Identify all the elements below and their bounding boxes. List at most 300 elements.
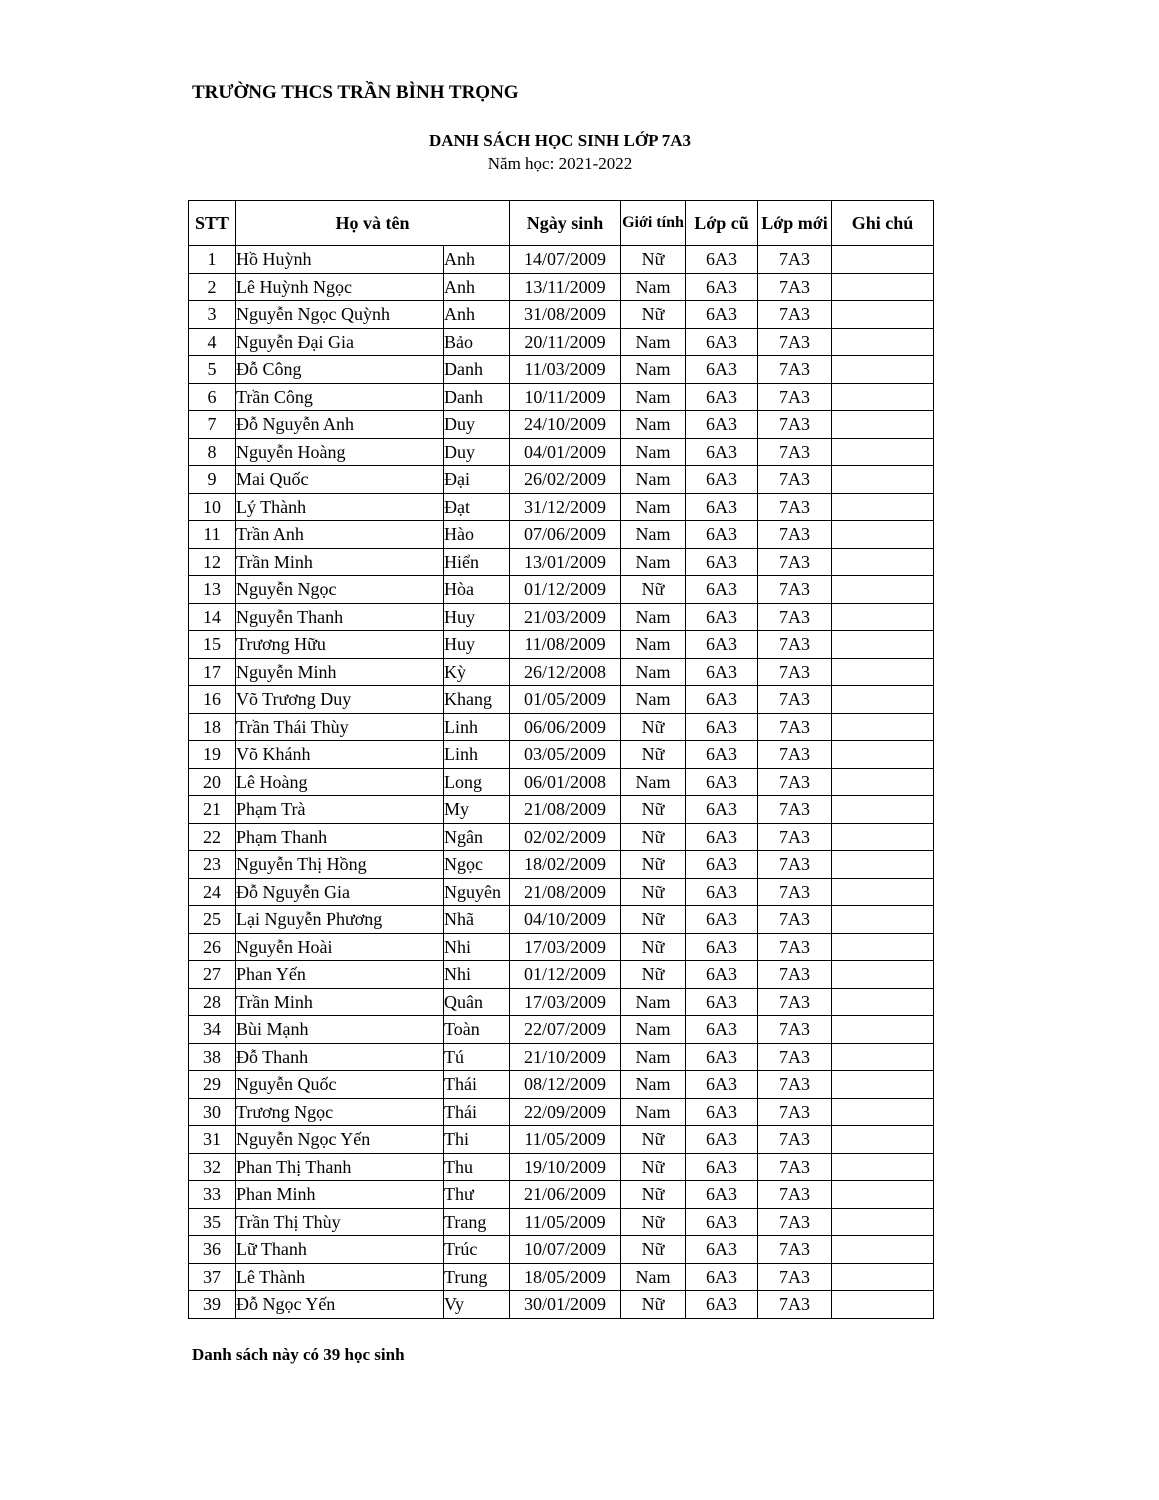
- cell-old-class: 6A3: [686, 548, 758, 576]
- cell-new-class: 7A3: [758, 466, 832, 494]
- cell-stt: 29: [189, 1071, 236, 1099]
- cell-dob: 31/08/2009: [510, 301, 621, 329]
- cell-gender: Nam: [621, 603, 686, 631]
- cell-new-class: 7A3: [758, 988, 832, 1016]
- cell-old-class: 6A3: [686, 933, 758, 961]
- cell-surname: Mai Quốc: [236, 466, 444, 494]
- cell-given-name: Bảo: [444, 328, 510, 356]
- cell-note: [832, 1098, 934, 1126]
- cell-new-class: 7A3: [758, 273, 832, 301]
- cell-new-class: 7A3: [758, 768, 832, 796]
- cell-note: [832, 1071, 934, 1099]
- cell-gender: Nam: [621, 466, 686, 494]
- cell-given-name: Trung: [444, 1263, 510, 1291]
- cell-note: [832, 631, 934, 659]
- cell-dob: 01/12/2009: [510, 576, 621, 604]
- cell-surname: Lê Thành: [236, 1263, 444, 1291]
- cell-surname: Phan Yến: [236, 961, 444, 989]
- cell-new-class: 7A3: [758, 356, 832, 384]
- cell-stt: 35: [189, 1208, 236, 1236]
- cell-note: [832, 246, 934, 274]
- cell-note: [832, 1291, 934, 1319]
- cell-surname: Phan Minh: [236, 1181, 444, 1209]
- cell-dob: 02/02/2009: [510, 823, 621, 851]
- cell-old-class: 6A3: [686, 1181, 758, 1209]
- cell-old-class: 6A3: [686, 906, 758, 934]
- cell-stt: 13: [189, 576, 236, 604]
- cell-note: [832, 796, 934, 824]
- table-row: [189, 438, 934, 466]
- cell-dob: 07/06/2009: [510, 521, 621, 549]
- cell-stt: 31: [189, 1126, 236, 1154]
- table-row: [189, 1126, 934, 1154]
- cell-surname: Nguyễn Minh: [236, 658, 444, 686]
- cell-new-class: 7A3: [758, 1071, 832, 1099]
- cell-stt: 27: [189, 961, 236, 989]
- cell-old-class: 6A3: [686, 356, 758, 384]
- cell-stt: 36: [189, 1236, 236, 1264]
- cell-new-class: 7A3: [758, 1098, 832, 1126]
- cell-surname: Đỗ Thanh: [236, 1043, 444, 1071]
- cell-old-class: 6A3: [686, 383, 758, 411]
- cell-gender: Nam: [621, 1071, 686, 1099]
- cell-old-class: 6A3: [686, 1153, 758, 1181]
- table-row: [189, 466, 934, 494]
- cell-stt: 11: [189, 521, 236, 549]
- cell-given-name: Vy: [444, 1291, 510, 1319]
- cell-gender: Nữ: [621, 796, 686, 824]
- cell-stt: 23: [189, 851, 236, 879]
- cell-new-class: 7A3: [758, 823, 832, 851]
- cell-surname: Lý Thành: [236, 493, 444, 521]
- cell-old-class: 6A3: [686, 301, 758, 329]
- cell-old-class: 6A3: [686, 713, 758, 741]
- cell-stt: 12: [189, 548, 236, 576]
- cell-surname: Lữ Thanh: [236, 1236, 444, 1264]
- cell-given-name: Quân: [444, 988, 510, 1016]
- cell-note: [832, 878, 934, 906]
- cell-dob: 01/05/2009: [510, 686, 621, 714]
- cell-given-name: Danh: [444, 356, 510, 384]
- cell-note: [832, 356, 934, 384]
- cell-surname: Phạm Trà: [236, 796, 444, 824]
- cell-dob: 20/11/2009: [510, 328, 621, 356]
- cell-given-name: Đại: [444, 466, 510, 494]
- cell-given-name: Ngân: [444, 823, 510, 851]
- cell-given-name: My: [444, 796, 510, 824]
- cell-given-name: Tú: [444, 1043, 510, 1071]
- cell-new-class: 7A3: [758, 961, 832, 989]
- cell-note: [832, 1236, 934, 1264]
- cell-surname: Nguyễn Thị Hồng: [236, 851, 444, 879]
- table-row: [189, 906, 934, 934]
- table-row: [189, 1043, 934, 1071]
- cell-note: [832, 686, 934, 714]
- cell-old-class: 6A3: [686, 1043, 758, 1071]
- cell-surname: Phạm Thanh: [236, 823, 444, 851]
- cell-gender: Nữ: [621, 1291, 686, 1319]
- table-header-row: [189, 201, 934, 246]
- cell-stt: 6: [189, 383, 236, 411]
- table-row: [189, 686, 934, 714]
- cell-new-class: 7A3: [758, 521, 832, 549]
- cell-dob: 11/03/2009: [510, 356, 621, 384]
- cell-dob: 06/06/2009: [510, 713, 621, 741]
- cell-new-class: 7A3: [758, 548, 832, 576]
- cell-given-name: Huy: [444, 631, 510, 659]
- cell-given-name: Anh: [444, 273, 510, 301]
- cell-dob: 18/05/2009: [510, 1263, 621, 1291]
- cell-given-name: Kỳ: [444, 658, 510, 686]
- cell-old-class: 6A3: [686, 686, 758, 714]
- cell-old-class: 6A3: [686, 878, 758, 906]
- cell-note: [832, 768, 934, 796]
- cell-given-name: Linh: [444, 713, 510, 741]
- cell-surname: Trần Minh: [236, 548, 444, 576]
- cell-gender: Nam: [621, 383, 686, 411]
- cell-dob: 06/01/2008: [510, 768, 621, 796]
- cell-gender: Nam: [621, 328, 686, 356]
- cell-note: [832, 383, 934, 411]
- cell-stt: 10: [189, 493, 236, 521]
- cell-note: [832, 658, 934, 686]
- cell-note: [832, 521, 934, 549]
- cell-new-class: 7A3: [758, 1043, 832, 1071]
- cell-dob: 17/03/2009: [510, 933, 621, 961]
- cell-given-name: Thái: [444, 1071, 510, 1099]
- cell-new-class: 7A3: [758, 713, 832, 741]
- cell-old-class: 6A3: [686, 1263, 758, 1291]
- cell-given-name: Nhi: [444, 961, 510, 989]
- cell-new-class: 7A3: [758, 1016, 832, 1044]
- table-row: [189, 301, 934, 329]
- cell-surname: Đỗ Nguyễn Anh: [236, 411, 444, 439]
- table-row: [189, 741, 934, 769]
- table-row: [189, 576, 934, 604]
- cell-gender: Nữ: [621, 713, 686, 741]
- cell-stt: 32: [189, 1153, 236, 1181]
- cell-gender: Nam: [621, 631, 686, 659]
- table-row: [189, 273, 934, 301]
- cell-new-class: 7A3: [758, 906, 832, 934]
- table-row: [189, 1291, 934, 1319]
- table-row: [189, 1153, 934, 1181]
- header-name: Họ và tên: [236, 201, 510, 246]
- cell-dob: 17/03/2009: [510, 988, 621, 1016]
- cell-dob: 26/12/2008: [510, 658, 621, 686]
- header-gender: Giới tính: [621, 201, 686, 246]
- cell-stt: 33: [189, 1181, 236, 1209]
- cell-stt: 9: [189, 466, 236, 494]
- table-row: [189, 356, 934, 384]
- cell-dob: 22/07/2009: [510, 1016, 621, 1044]
- cell-old-class: 6A3: [686, 1126, 758, 1154]
- cell-gender: Nam: [621, 1016, 686, 1044]
- cell-note: [832, 1181, 934, 1209]
- cell-surname: Lê Huỳnh Ngọc: [236, 273, 444, 301]
- table-row: [189, 713, 934, 741]
- cell-given-name: Anh: [444, 301, 510, 329]
- cell-old-class: 6A3: [686, 961, 758, 989]
- cell-stt: 17: [189, 658, 236, 686]
- header-dob: Ngày sinh: [510, 201, 621, 246]
- cell-new-class: 7A3: [758, 576, 832, 604]
- cell-given-name: Anh: [444, 246, 510, 274]
- cell-old-class: 6A3: [686, 411, 758, 439]
- table-row: [189, 328, 934, 356]
- cell-surname: Lê Hoàng: [236, 768, 444, 796]
- header-stt: STT: [189, 201, 236, 246]
- cell-old-class: 6A3: [686, 631, 758, 659]
- cell-surname: Trương Hữu: [236, 631, 444, 659]
- cell-gender: Nữ: [621, 933, 686, 961]
- cell-new-class: 7A3: [758, 493, 832, 521]
- cell-old-class: 6A3: [686, 1208, 758, 1236]
- cell-stt: 21: [189, 796, 236, 824]
- cell-stt: 37: [189, 1263, 236, 1291]
- cell-old-class: 6A3: [686, 658, 758, 686]
- cell-stt: 3: [189, 301, 236, 329]
- cell-given-name: Nhi: [444, 933, 510, 961]
- cell-new-class: 7A3: [758, 933, 832, 961]
- cell-surname: Đỗ Ngọc Yến: [236, 1291, 444, 1319]
- student-table: [188, 200, 934, 1319]
- cell-surname: Nguyễn Thanh: [236, 603, 444, 631]
- cell-gender: Nam: [621, 1043, 686, 1071]
- cell-dob: 24/10/2009: [510, 411, 621, 439]
- cell-surname: Trần Anh: [236, 521, 444, 549]
- table-row: [189, 1181, 934, 1209]
- cell-surname: Nguyễn Hoàng: [236, 438, 444, 466]
- cell-old-class: 6A3: [686, 796, 758, 824]
- cell-surname: Phan Thị Thanh: [236, 1153, 444, 1181]
- cell-given-name: Thu: [444, 1153, 510, 1181]
- cell-given-name: Nhã: [444, 906, 510, 934]
- student-count-note: Danh sách này có 39 học sinh: [192, 1345, 405, 1364]
- cell-surname: Nguyễn Ngọc Yến: [236, 1126, 444, 1154]
- cell-note: [832, 988, 934, 1016]
- school-year: Năm học: 2021-2022: [487, 154, 633, 173]
- cell-gender: Nữ: [621, 246, 686, 274]
- cell-note: [832, 301, 934, 329]
- cell-stt: 16: [189, 686, 236, 714]
- cell-note: [832, 273, 934, 301]
- cell-gender: Nam: [621, 768, 686, 796]
- cell-note: [832, 328, 934, 356]
- cell-gender: Nữ: [621, 823, 686, 851]
- cell-stt: 7: [189, 411, 236, 439]
- cell-surname: Nguyễn Đại Gia: [236, 328, 444, 356]
- cell-surname: Trần Thị Thùy: [236, 1208, 444, 1236]
- cell-surname: Đỗ Nguyễn Gia: [236, 878, 444, 906]
- cell-dob: 11/05/2009: [510, 1126, 621, 1154]
- cell-note: [832, 823, 934, 851]
- cell-surname: Trần Công: [236, 383, 444, 411]
- cell-stt: 19: [189, 741, 236, 769]
- cell-note: [832, 906, 934, 934]
- cell-old-class: 6A3: [686, 851, 758, 879]
- table-row: [189, 823, 934, 851]
- cell-dob: 04/01/2009: [510, 438, 621, 466]
- cell-new-class: 7A3: [758, 658, 832, 686]
- cell-given-name: Thái: [444, 1098, 510, 1126]
- table-row: [189, 988, 934, 1016]
- cell-note: [832, 1208, 934, 1236]
- table-row: [189, 603, 934, 631]
- cell-surname: Trương Ngọc: [236, 1098, 444, 1126]
- cell-dob: 18/02/2009: [510, 851, 621, 879]
- cell-stt: 18: [189, 713, 236, 741]
- header-new-class: Lớp mới: [758, 201, 832, 246]
- cell-gender: Nữ: [621, 1126, 686, 1154]
- cell-note: [832, 1153, 934, 1181]
- table-row: [189, 851, 934, 879]
- cell-gender: Nam: [621, 658, 686, 686]
- cell-note: [832, 1126, 934, 1154]
- cell-stt: 25: [189, 906, 236, 934]
- cell-given-name: Toàn: [444, 1016, 510, 1044]
- cell-given-name: Ngọc: [444, 851, 510, 879]
- cell-gender: Nữ: [621, 878, 686, 906]
- cell-gender: Nữ: [621, 961, 686, 989]
- cell-note: [832, 933, 934, 961]
- table-row: [189, 1208, 934, 1236]
- cell-gender: Nữ: [621, 576, 686, 604]
- table-row: [189, 796, 934, 824]
- header-note: Ghi chú: [832, 201, 934, 246]
- cell-surname: Trần Thái Thùy: [236, 713, 444, 741]
- table-row: [189, 1098, 934, 1126]
- cell-given-name: Duy: [444, 411, 510, 439]
- table-row: [189, 246, 934, 274]
- cell-stt: 15: [189, 631, 236, 659]
- cell-given-name: Trúc: [444, 1236, 510, 1264]
- cell-note: [832, 603, 934, 631]
- cell-given-name: Hiển: [444, 548, 510, 576]
- cell-dob: 21/06/2009: [510, 1181, 621, 1209]
- cell-new-class: 7A3: [758, 1181, 832, 1209]
- cell-stt: 24: [189, 878, 236, 906]
- cell-gender: Nữ: [621, 1181, 686, 1209]
- cell-note: [832, 493, 934, 521]
- cell-old-class: 6A3: [686, 328, 758, 356]
- cell-gender: Nam: [621, 411, 686, 439]
- cell-gender: Nữ: [621, 1153, 686, 1181]
- cell-dob: 30/01/2009: [510, 1291, 621, 1319]
- cell-dob: 11/08/2009: [510, 631, 621, 659]
- cell-surname: Nguyễn Hoài: [236, 933, 444, 961]
- cell-new-class: 7A3: [758, 1208, 832, 1236]
- cell-dob: 03/05/2009: [510, 741, 621, 769]
- cell-gender: Nữ: [621, 1236, 686, 1264]
- cell-gender: Nam: [621, 356, 686, 384]
- cell-stt: 4: [189, 328, 236, 356]
- cell-new-class: 7A3: [758, 1153, 832, 1181]
- cell-note: [832, 1263, 934, 1291]
- cell-old-class: 6A3: [686, 1098, 758, 1126]
- cell-old-class: 6A3: [686, 603, 758, 631]
- cell-dob: 21/03/2009: [510, 603, 621, 631]
- cell-new-class: 7A3: [758, 328, 832, 356]
- cell-surname: Nguyễn Quốc: [236, 1071, 444, 1099]
- cell-gender: Nam: [621, 1263, 686, 1291]
- table-row: [189, 1016, 934, 1044]
- cell-stt: 1: [189, 246, 236, 274]
- cell-dob: 01/12/2009: [510, 961, 621, 989]
- cell-note: [832, 713, 934, 741]
- cell-note: [832, 576, 934, 604]
- cell-gender: Nam: [621, 686, 686, 714]
- cell-gender: Nữ: [621, 741, 686, 769]
- cell-note: [832, 741, 934, 769]
- cell-dob: 19/10/2009: [510, 1153, 621, 1181]
- cell-note: [832, 1043, 934, 1071]
- cell-given-name: Long: [444, 768, 510, 796]
- cell-new-class: 7A3: [758, 411, 832, 439]
- cell-new-class: 7A3: [758, 438, 832, 466]
- cell-dob: 13/01/2009: [510, 548, 621, 576]
- cell-new-class: 7A3: [758, 603, 832, 631]
- cell-old-class: 6A3: [686, 493, 758, 521]
- cell-gender: Nữ: [621, 851, 686, 879]
- cell-new-class: 7A3: [758, 1291, 832, 1319]
- cell-new-class: 7A3: [758, 796, 832, 824]
- table-row: [189, 521, 934, 549]
- cell-note: [832, 548, 934, 576]
- table-row: [189, 878, 934, 906]
- cell-new-class: 7A3: [758, 246, 832, 274]
- cell-surname: Nguyễn Ngọc: [236, 576, 444, 604]
- table-row: [189, 1236, 934, 1264]
- cell-new-class: 7A3: [758, 1263, 832, 1291]
- table-body: [189, 246, 934, 1319]
- cell-old-class: 6A3: [686, 273, 758, 301]
- cell-dob: 21/10/2009: [510, 1043, 621, 1071]
- cell-given-name: Huy: [444, 603, 510, 631]
- cell-dob: 10/07/2009: [510, 1236, 621, 1264]
- cell-dob: 31/12/2009: [510, 493, 621, 521]
- cell-stt: 14: [189, 603, 236, 631]
- cell-note: [832, 1016, 934, 1044]
- cell-dob: 21/08/2009: [510, 878, 621, 906]
- cell-new-class: 7A3: [758, 383, 832, 411]
- cell-surname: Bùi Mạnh: [236, 1016, 444, 1044]
- cell-old-class: 6A3: [686, 521, 758, 549]
- cell-stt: 2: [189, 273, 236, 301]
- cell-new-class: 7A3: [758, 1236, 832, 1264]
- cell-gender: Nữ: [621, 906, 686, 934]
- cell-gender: Nam: [621, 493, 686, 521]
- cell-surname: Hồ Huỳnh: [236, 246, 444, 274]
- cell-given-name: Danh: [444, 383, 510, 411]
- cell-old-class: 6A3: [686, 466, 758, 494]
- header-old-class: Lớp cũ: [686, 201, 758, 246]
- cell-given-name: Nguyên: [444, 878, 510, 906]
- cell-note: [832, 411, 934, 439]
- cell-stt: 26: [189, 933, 236, 961]
- cell-note: [832, 961, 934, 989]
- cell-new-class: 7A3: [758, 631, 832, 659]
- cell-surname: Võ Khánh: [236, 741, 444, 769]
- cell-dob: 10/11/2009: [510, 383, 621, 411]
- table-row: [189, 631, 934, 659]
- table-row: [189, 493, 934, 521]
- cell-dob: 08/12/2009: [510, 1071, 621, 1099]
- cell-stt: 30: [189, 1098, 236, 1126]
- cell-old-class: 6A3: [686, 768, 758, 796]
- table-row: [189, 383, 934, 411]
- cell-dob: 22/09/2009: [510, 1098, 621, 1126]
